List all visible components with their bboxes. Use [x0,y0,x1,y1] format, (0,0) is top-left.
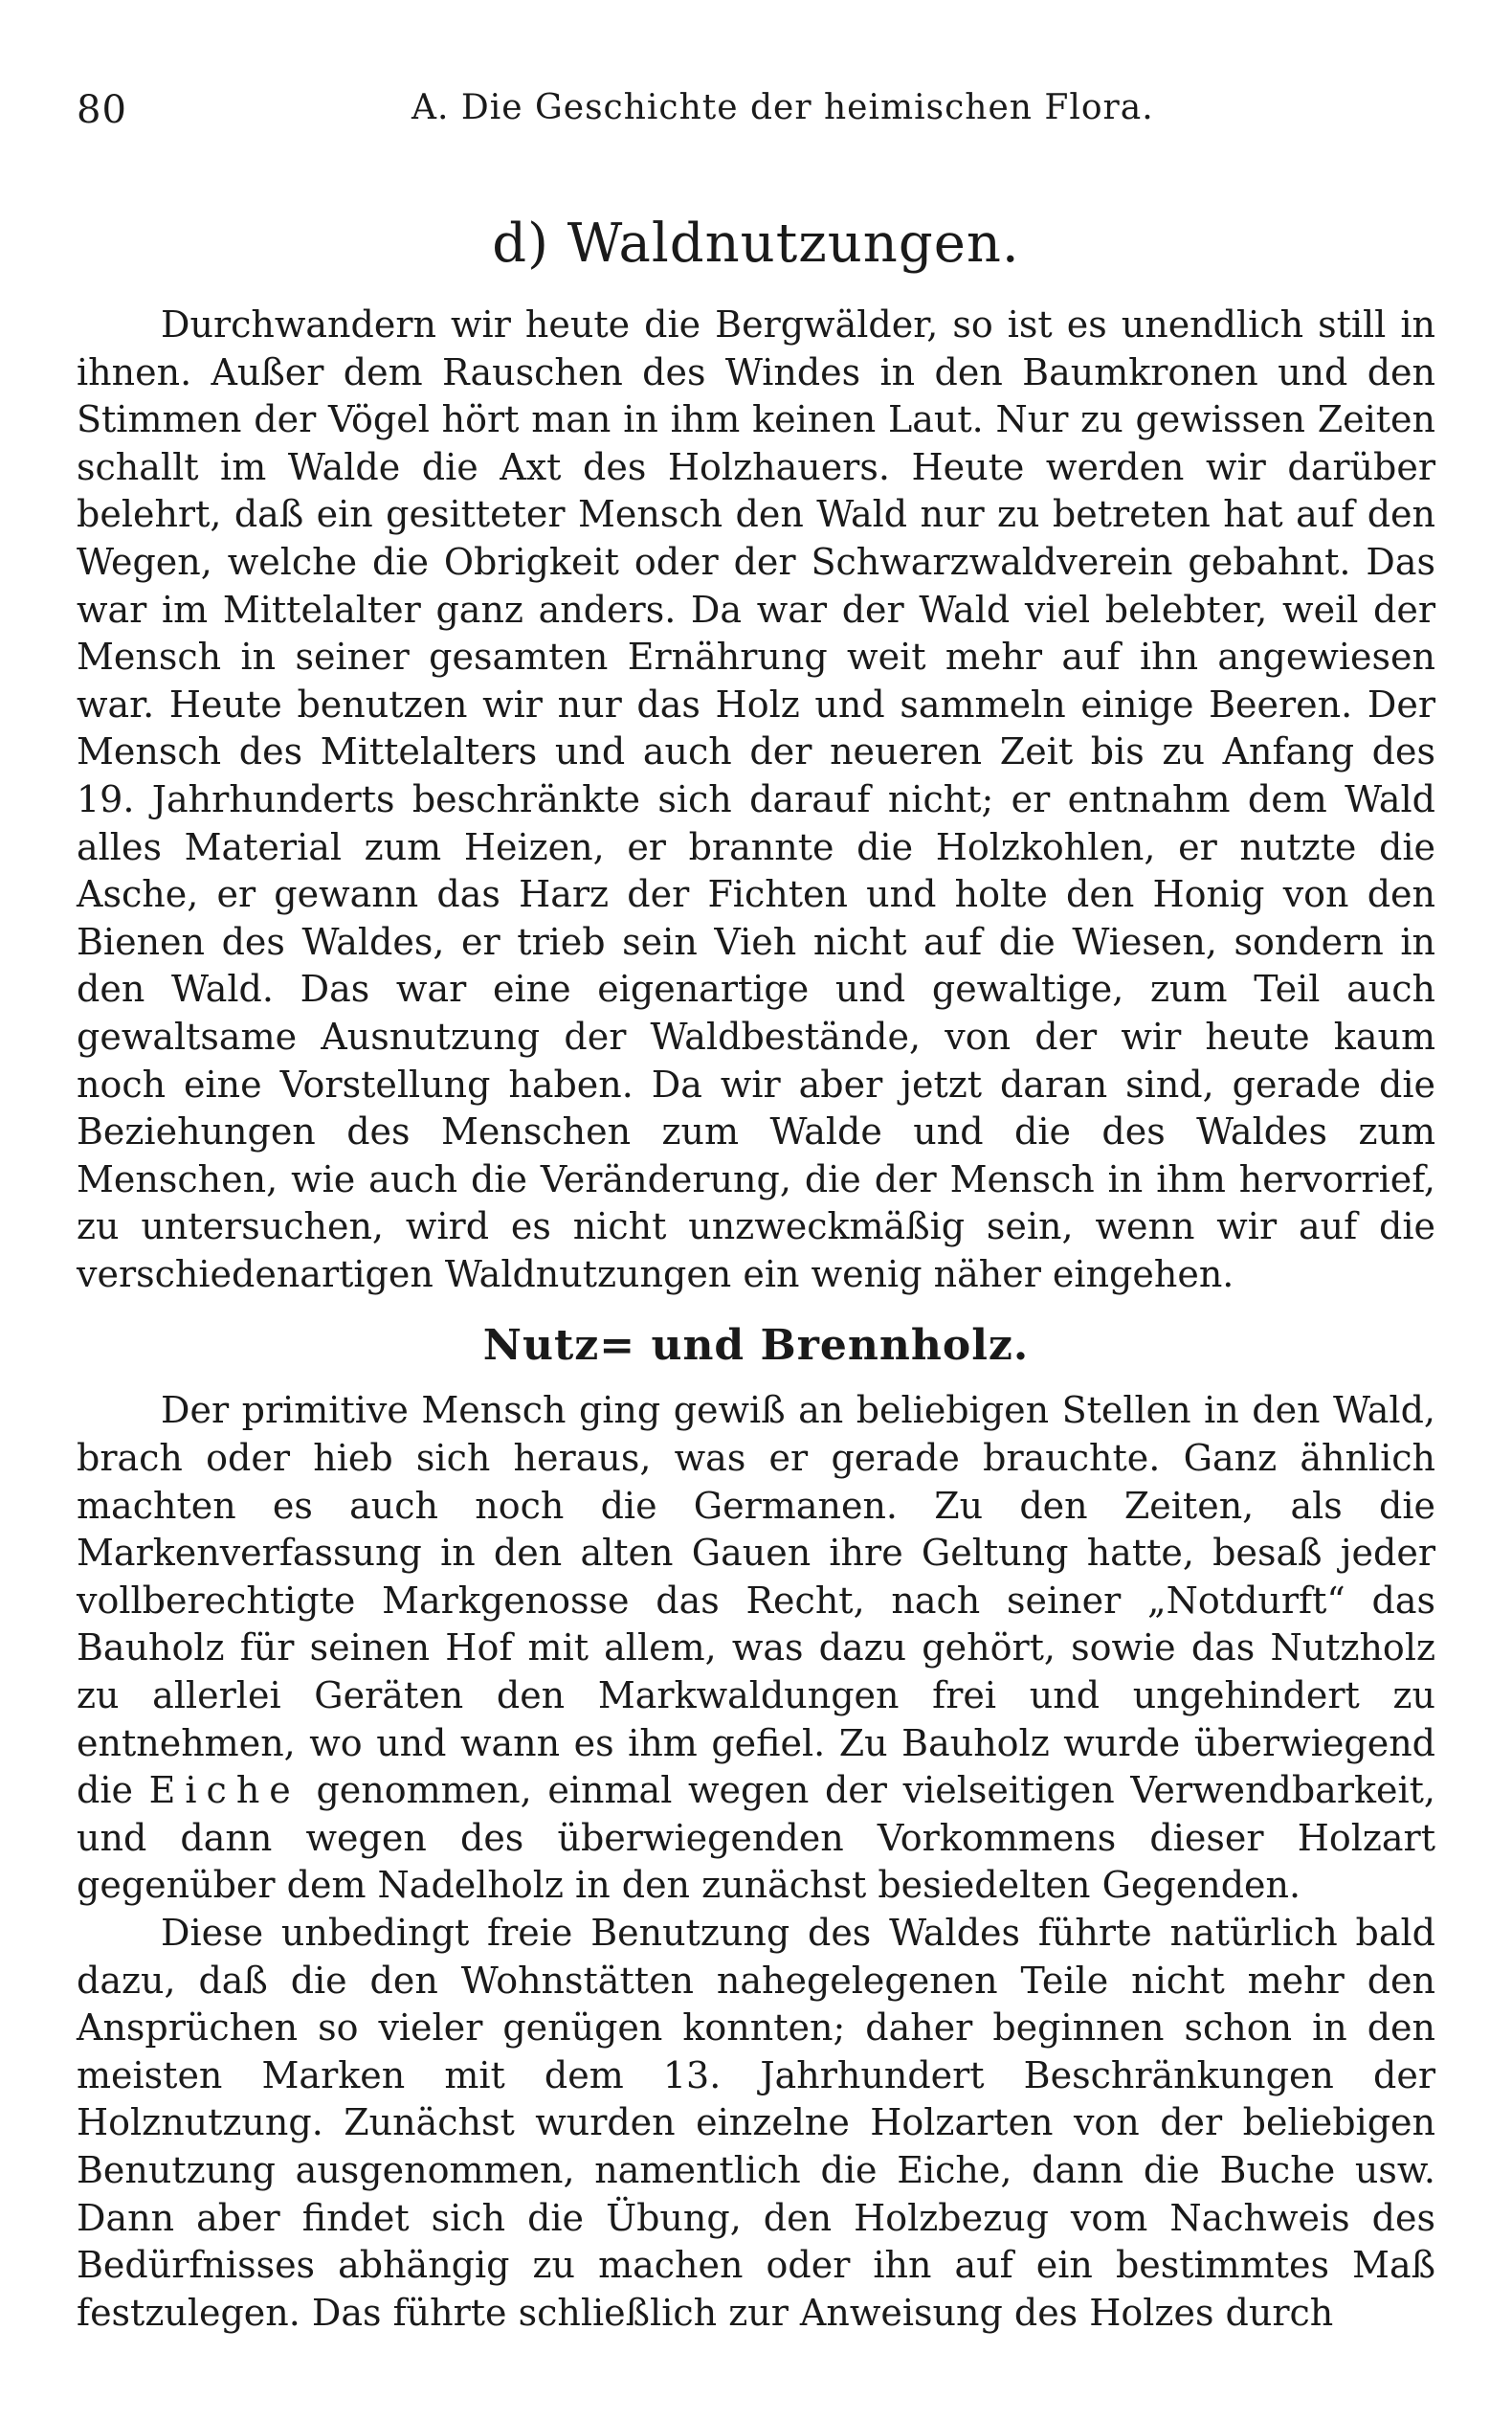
subsection-paragraph-1 [77,1387,1435,1910]
page-number: 80 [77,88,127,132]
subsection-title: Nutz= und Brennholz. [482,1321,1030,1371]
book-page [77,88,1435,2337]
paragraph-text-end: genommen, einmal wegen der vielseitigen Verwendbarkeit, und dann wegen des überwiegenden Vorkommens dieser Holzart gegenüber dem Nadelholz in den zunächst besiedelten Gegenden. [77,1769,1436,1907]
emphasized-word: Eiche [148,1769,300,1812]
subsection-paragraph-2: Diese unbedingt freie Benutzung des Waldes führte natürlich bald dazu, daß die den Wohnstätten nahegelegenen Teile nicht mehr den Ansprüchen so vieler genügen konnten; daher beginnen schon in den meisten Marken mit dem 13. Jahrhundert Beschränkungen der Holznutzung. Zunächst wurden einzelne Holzarten von der beliebigen Benutzung ausgenommen, namentlich die Eiche, dann die Buche usw. Dann aber findet sich die Übung, den Holzbezug vom Nachweis des Bedürfnisses abhängig zu machen oder ihn auf ein bestimmtes Maß festzulegen. Das führte schließlich zur Anweisung des Holzes durch [77,1912,1435,2334]
running-head [77,88,1435,146]
paragraph-text-start: Der primitive Mensch ging gewiß an beliebigen Stellen in den Wald, brach oder hieb sich heraus, was er gerade brauchte. Ganz ähnlich machten es auch noch die Germanen. Zu den Zeiten, als die Markenverfassung in den alten Gauen ihre Geltung hatte, besaß jeder vollberechtigte Markgenosse das Recht, nach seiner „Notdurft“ das Bauholz für seinen Hof mit allem, was dazu gehört, sowie das Nutzholz zu allerlei Geräten den Markwaldungen frei und ungehindert zu entnehmen, wo und wann es ihm gefiel. Zu Bauholz wurde überwiegend die [77,1389,1435,1812]
running-head-title: A. Die Geschichte der heimischen Flora. [411,88,1154,127]
section-paragraph: Durchwandern wir heute die Bergwälder, so ist es unendlich still in ihnen. Außer dem Rauschen des Windes in den Baumkronen und den Stimmen der Vögel hört man in ihm keinen Laut. Nur zu gewissen Zeiten schallt im Walde die Axt des Holzhauers. Heute werden wir darüber belehrt, daß ein gesitteter Mensch den Wald nur zu betreten hat auf den Wegen, welche die Obrigkeit oder der Schwarzwaldverein gebahnt. Das war im Mittelalter ganz anders. Da war der Wald viel belebter, weil der Mensch in seiner gesamten Ernährung weit mehr auf ihn angewiesen war. Heute benutzen wir nur das Holz und sammeln einige Beeren. Der Mensch des Mittelalters und auch der neueren Zeit bis zu Anfang des 19. Jahrhunderts beschränkte sich darauf nicht; er entnahm dem Wald alles Material zum Heizen, er brannte die Holzkohlen, er nutzte die Asche, er gewann das Harz der Fichten und holte den Honig von den Bienen des Waldes, er trieb sein Vieh nicht auf die Wiesen, sondern in den Wald. Das war eine eigenartige und gewaltige, zum Teil auch gewaltsame Ausnutzung der Waldbestände, von der wir heute kaum noch eine Vorstellung haben. Da wir aber jetzt daran sind, gerade die Beziehungen des Menschen zum Walde und die des Waldes zum Menschen, wie auch die Veränderung, die der Mensch in ihm hervorrief, zu untersuchen, wird es nicht unzweckmäßig sein, wenn wir auf die verschiedenartigen Waldnutzungen ein wenig näher eingehen. [77,303,1435,1295]
section-title: d) Waldnutzungen. [492,213,1020,275]
